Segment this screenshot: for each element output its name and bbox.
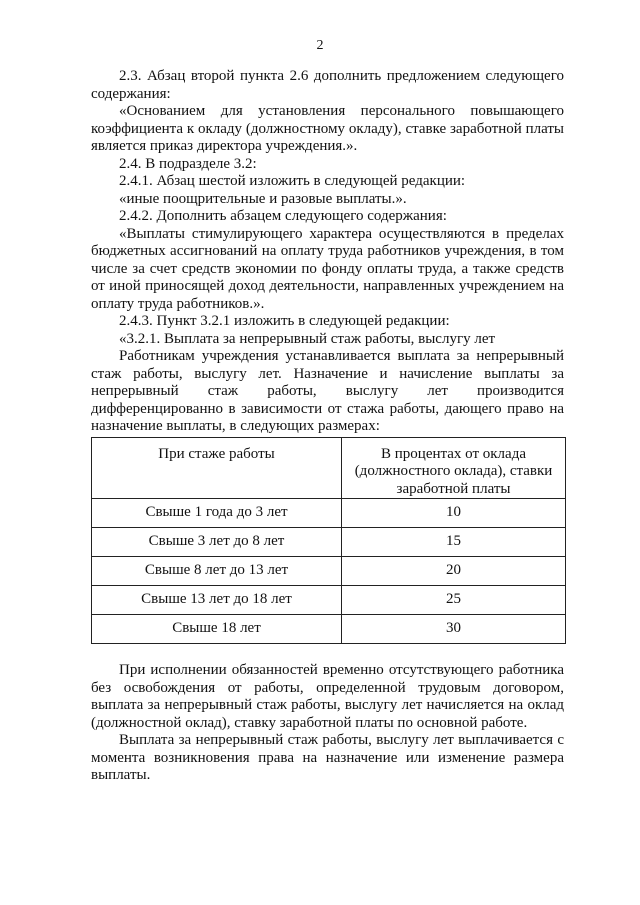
table-cell-period: Свыше 18 лет xyxy=(92,615,342,644)
paragraph-2-4-1: 2.4.1. Абзац шестой изложить в следующей редакции: xyxy=(119,173,466,189)
table-cell-percent: 30 xyxy=(342,615,566,644)
table-cell-period: Свыше 3 лет до 8 лет xyxy=(92,528,342,557)
paragraph-3-2-1-title: «3.2.1. Выплата за непрерывный стаж работы, выслугу лет xyxy=(119,330,496,347)
table-row xyxy=(92,528,566,557)
paragraph-2-4-3: 2.4.3. Пункт 3.2.1 изложить в следующей редакции: xyxy=(119,313,450,329)
paragraph-2-4-2: 2.4.2. Дополнить абзацем следующего содержания: xyxy=(119,208,447,224)
table-cell-percent: 20 xyxy=(342,557,566,586)
page-number: 2 xyxy=(316,38,324,53)
table-row xyxy=(92,499,566,528)
table-header-period: При стаже работы xyxy=(92,437,342,499)
table-cell-percent: 15 xyxy=(342,528,566,557)
paragraph-acting-duties: При исполнении обязанностей временно отсутствующего работника без освобождения от работы, определенной трудовым договором, выплата за непрерывный стаж работы, выслугу лет начисляется на оклад (должностной оклад), ставку заработной платы по основной работе. xyxy=(91,662,564,731)
table-cell-period: Свыше 13 лет до 18 лет xyxy=(92,586,342,615)
seniority-table xyxy=(91,437,566,645)
paragraph-3-2-1-body: Работникам учреждения устанавливается выплата за непрерывный стаж работы, выслугу лет. Назначение и начисление выплаты за непрерывный стаж работы, выслугу лет производится дифференцированно в зависимости от стажа работы, дающего право на назначение выплаты, в следующих размерах: xyxy=(91,348,564,434)
paragraph-payment-start: Выплата за непрерывный стаж работы, выслугу лет выплачивается с момента возникновения права на назначение или изменение размера выплаты. xyxy=(91,732,564,783)
document-body xyxy=(91,68,564,785)
table-row xyxy=(92,586,566,615)
paragraph-2-3-quote: «Основанием для установления персонального повышающего коэффициента к окладу (должностному окладу), ставке заработной платы является приказ директора учреждения.». xyxy=(91,103,564,154)
table-cell-percent: 10 xyxy=(342,499,566,528)
table-cell-percent: 25 xyxy=(342,586,566,615)
table-header-percent: В процентах от оклада (должностного оклада), ставки заработной платы xyxy=(342,437,566,499)
paragraph-2-4-1-quote: «иные поощрительные и разовые выплаты.». xyxy=(119,190,407,207)
table-header-row xyxy=(92,437,566,499)
table-cell-period: Свыше 8 лет до 13 лет xyxy=(92,557,342,586)
table-row xyxy=(92,557,566,586)
paragraph-2-3: 2.3. Абзац второй пункта 2.6 дополнить предложением следующего содержания: xyxy=(91,68,564,102)
paragraph-2-4-2-quote: «Выплаты стимулирующего характера осуществляются в пределах бюджетных ассигнований на оплату труда работников учреждения, в том числе за счет средств экономии по фонду оплаты труда, а также средств от иной приносящей доход деятельности, направленных учреждением на оплату труда работников.». xyxy=(91,225,564,312)
table-cell-period: Свыше 1 года до 3 лет xyxy=(92,499,342,528)
table-row xyxy=(92,615,566,644)
paragraph-2-4: 2.4. В подразделе 3.2: xyxy=(119,155,257,172)
